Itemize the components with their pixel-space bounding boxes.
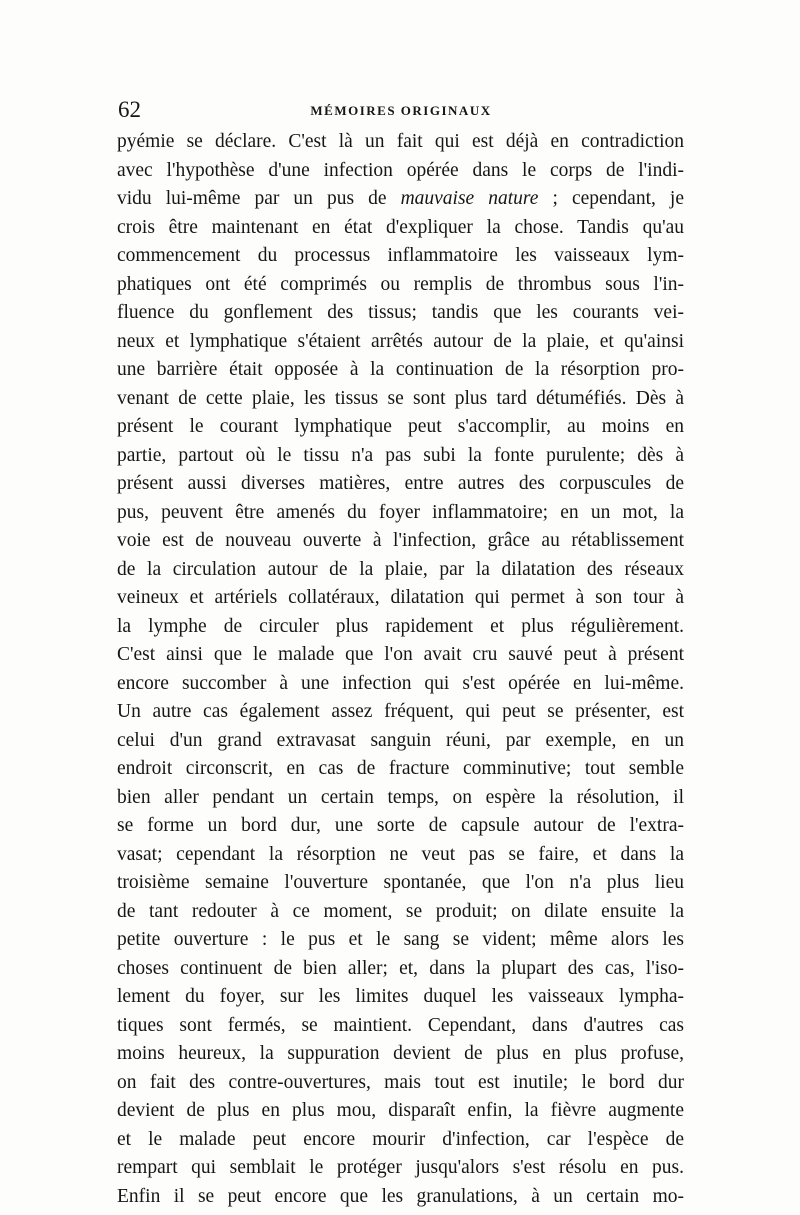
text-line: vidu lui-même par un pus de mauvaise nature ; cependant, je <box>117 188 684 209</box>
text-line: bien aller pendant un certain temps, on espère la résolution, il <box>117 786 684 808</box>
text-line: C'est ainsi que le malade que l'on avait cru sauvé peut à présent <box>117 644 684 665</box>
text-line: voie est de nouveau ouverte à l'infection, grâce au rétablissement <box>117 530 684 551</box>
running-head: MÉMOIRES ORIGINAUX <box>310 103 492 118</box>
text-line: une barrière était opposée à la continuation de la résorption pro- <box>117 359 684 380</box>
text-line: vasat; cependant la résorption ne veut pas se faire, et dans la <box>117 843 684 865</box>
text-line: présent le courant lymphatique peut s'accomplir, au moins en <box>117 416 684 437</box>
text-line: moins heureux, la suppuration devient de plus en plus profuse, <box>117 1043 684 1064</box>
text-line: de tant redouter à ce moment, se produit; on dilate ensuite la <box>117 900 684 922</box>
text-line: on fait des contre-ouvertures, mais tout est inutile; le bord dur <box>117 1071 684 1093</box>
text-line: petite ouverture : le pus et le sang se vident; même alors les <box>117 929 684 950</box>
text-line: endroit circonscrit, en cas de fracture comminutive; tout semble <box>117 758 684 779</box>
text-line: celui d'un grand extravasat sanguin réuni, par exemple, en un <box>117 729 684 751</box>
text-line: devient de plus en plus mou, disparaît enfin, la fièvre augmente <box>117 1100 684 1121</box>
text-line: pus, peuvent être amenés du foyer inflammatoire; en un mot, la <box>117 501 684 523</box>
text-line: troisième semaine l'ouverture spontanée, que l'on n'a plus lieu <box>117 872 684 893</box>
page-number: 62 <box>118 97 141 122</box>
text-line: Enfin il se peut encore que les granulations, à un certain mo- <box>117 1185 684 1207</box>
body-text <box>117 128 684 1211</box>
text-line: lement du foyer, sur les limites duquel les vaisseaux lympha- <box>117 986 684 1007</box>
text-line: avec l'hypothèse d'une infection opérée dans le corps de l'indi- <box>117 159 684 181</box>
text-line: présent aussi diverses matières, entre autres des corpuscules de <box>117 473 684 494</box>
text-line: choses continuent de bien aller; et, dans la plupart des cas, l'iso- <box>117 957 684 979</box>
text-line: neux et lymphatique s'étaient arrêtés autour de la plaie, et qu'ainsi <box>117 330 684 352</box>
text-line: tiques sont fermés, se maintient. Cependant, dans d'autres cas <box>117 1014 684 1036</box>
text-line: commencement du processus inflammatoire les vaisseaux lym- <box>117 245 684 266</box>
text-line: se forme un bord dur, une sorte de capsule autour de l'extra- <box>117 815 684 836</box>
text-line: pyémie se déclare. C'est là un fait qui est déjà en contradiction <box>117 131 684 152</box>
text-line: venant de cette plaie, les tissus se sont plus tard détuméfiés. Dès à <box>117 387 684 409</box>
text-line: partie, partout où le tissu n'a pas subi la fonte purulente; dès à <box>117 444 684 466</box>
text-line: la lymphe de circuler plus rapidement et plus régulièrement. <box>117 615 684 637</box>
page-header <box>118 98 684 122</box>
text-line: phatiques ont été comprimés ou remplis de thrombus sous l'in- <box>117 273 684 295</box>
text-line: encore succomber à une infection qui s'est opérée en lui-même. <box>117 672 684 694</box>
text-line: fluence du gonflement des tissus; tandis que les courants vei- <box>117 302 684 323</box>
text-line: rempart qui semblait le protéger jusqu'alors s'est résolu en pus. <box>117 1157 684 1178</box>
text-line: de la circulation autour de la plaie, par la dilatation des réseaux <box>117 558 684 580</box>
text-line: veineux et artériels collatéraux, dilatation qui permet à son tour à <box>117 587 684 608</box>
text-line: crois être maintenant en état d'expliquer la chose. Tandis qu'au <box>117 216 684 238</box>
text-line: et le malade peut encore mourir d'infection, car l'espèce de <box>117 1128 684 1150</box>
text-line: Un autre cas également assez fréquent, qui peut se présenter, est <box>117 701 684 722</box>
